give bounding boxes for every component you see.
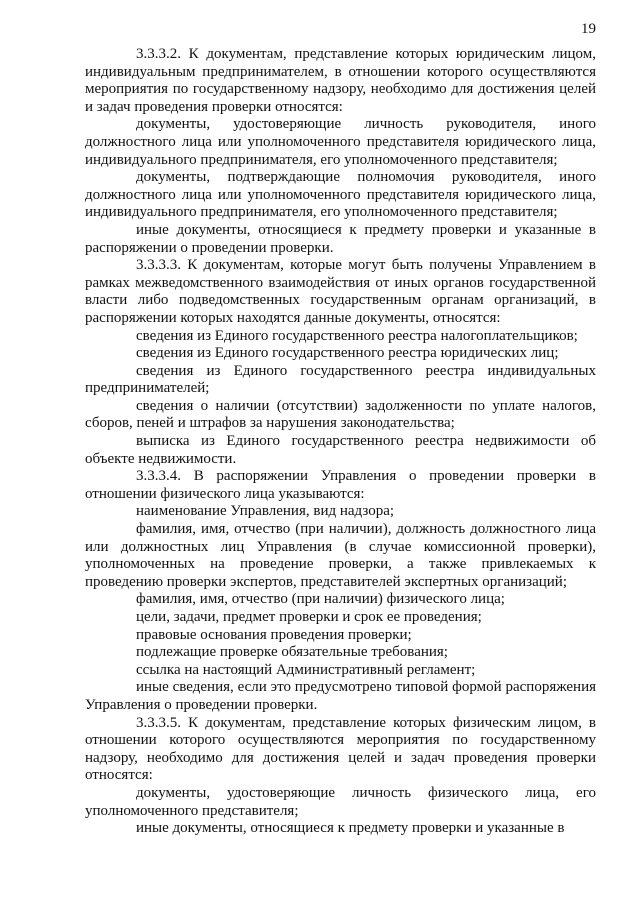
page-number: 19 [581,21,596,37]
list-item: документы, удостоверяющие личность руководителя, иного должностного лица или уполномоченного представителя юридического лица, индивидуального предпринимателя, его уполномоченного представителя; [85,116,596,168]
list-item: сведения из Единого государственного реестра индивидуальных предпринимателей; [85,362,596,397]
list-item: фамилия, имя, отчество (при наличии), должность должностного лица или должностных лиц Управления (в случае комиссионной проверки), уполномоченных на проведение проверки, а также привлекаемых к проведению проверки экспертов, представителей экспертных организаций; [85,521,596,590]
paragraph-3-3-3-3: 3.3.3.3. К документам, которые могут быть получены Управлением в рамках межведомственного взаимодействия от иных органов государственной власти либо подведомственных государственным органам организаций, в распоряжении которых находятся данные документы, относятся: [85,257,596,326]
list-item: ссылка на настоящий Административный регламент; [136,661,476,678]
list-item: выписка из Единого государственного реестра недвижимости об объекте недвижимости. [85,433,596,467]
list-item: наименование Управления, вид надзора; [136,503,395,520]
paragraph-3-3-3-5: 3.3.3.5. К документам, представление которых физическим лицом, в отношении которого осуществляются мероприятия по государственному надзору, необходимо для достижения целей и задач проведения проверки относятся: [85,714,596,784]
list-item: иные документы, относящиеся к предмету проверки и указанные в [136,820,565,837]
list-item: документы, подтверждающие полномочия руководителя, иного должностного лица или уполномоченного представителя юридического лица, индивидуального предпринимателя, его уполномоченного представителя; [85,169,596,221]
list-item: сведения о наличии (отсутствии) задолженности по уплате налогов, сборов, пеней и штрафов за нарушения законодательства; [85,397,596,432]
list-item: правовые основания проведения проверки; [136,626,412,643]
list-item: документы, удостоверяющие личность физического лица, его уполномоченного представителя; [85,784,596,819]
list-item: цели, задачи, предмет проверки и срок ее проведения; [136,609,482,625]
list-item: сведения из Единого государственного реестра налогоплательщиков; [136,327,578,344]
paragraph-3-3-3-2: 3.3.3.2. К документам, представление которых юридическим лицом, индивидуальным предпринимателем, в отношении которого осуществляются мероприятия по государственному надзору, необходимо для достижения целей и задач проведения проверки относятся: [85,46,596,115]
list-item: фамилия, имя, отчество (при наличии) физического лица; [136,591,505,608]
list-item: иные документы, относящиеся к предмету проверки и указанные в распоряжении о проведении проверки. [85,221,596,256]
paragraph-3-3-3-4: 3.3.3.4. В распоряжении Управления о проведении проверки в отношении физического лица указываются: [85,468,596,502]
list-item: сведения из Единого государственного реестра юридических лиц; [136,345,559,362]
list-item: иные сведения, если это предусмотрено типовой формой распоряжения Управления о проведении проверки. [85,679,596,713]
list-item: подлежащие проверке обязательные требования; [136,644,448,661]
document-body [85,46,596,838]
